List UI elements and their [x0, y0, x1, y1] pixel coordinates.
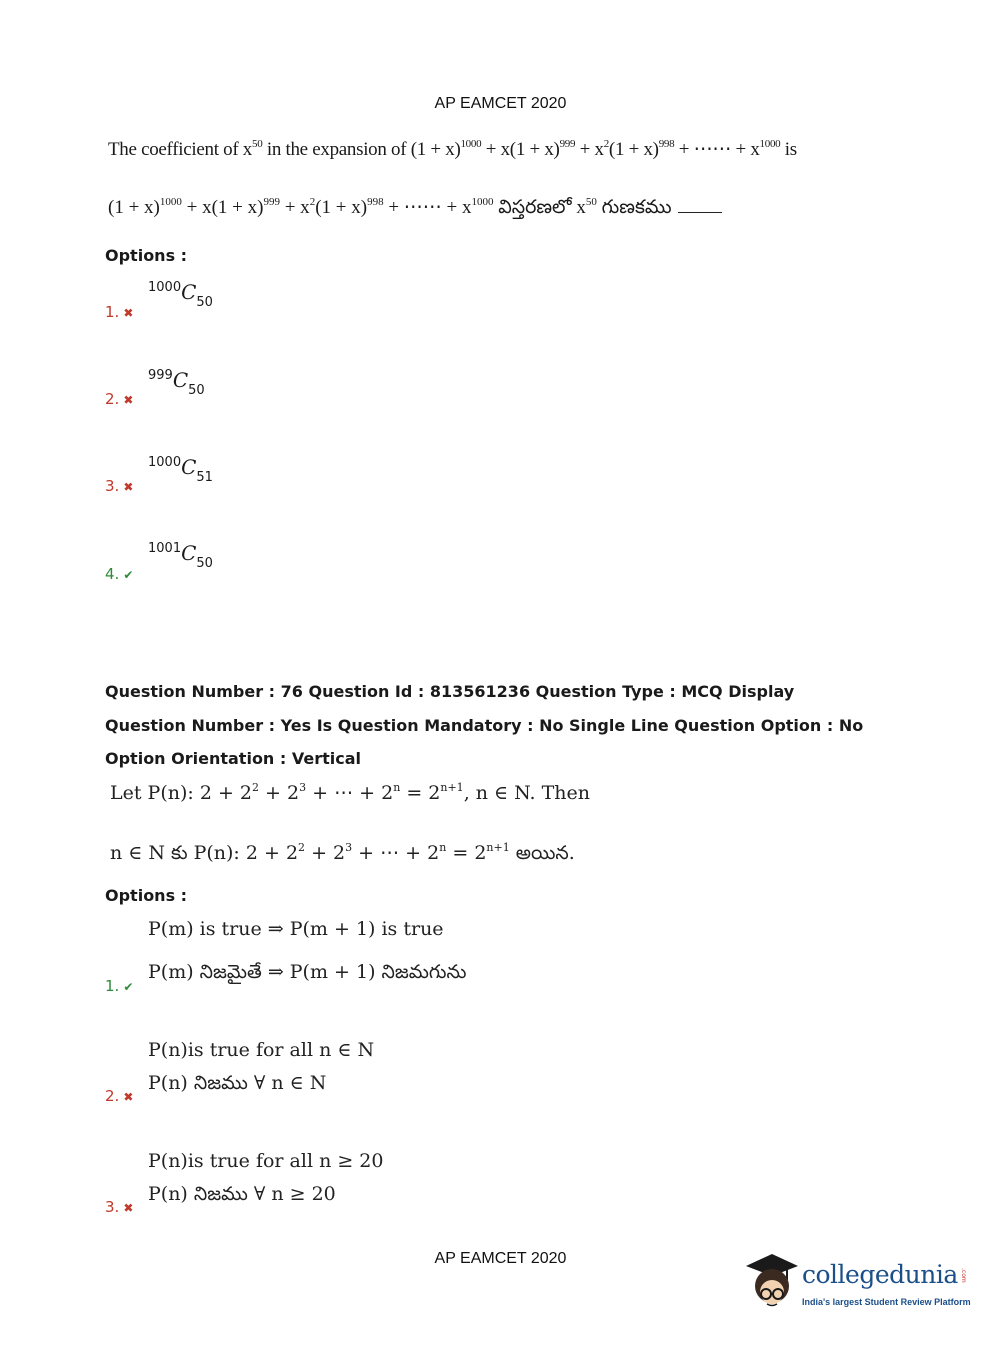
q1-option-4-expr: 1001C50: [148, 541, 213, 571]
q1-option-1-expr: 1000C50: [148, 280, 213, 310]
question-2-telugu: n ∈ N కు P(n): $2 + 2^2 + 2^3$ + ⋯ + $2^n = 2^{n+1}$ అయిన.: [110, 841, 575, 864]
q1-option-2[interactable]: 2. ✖: [105, 390, 134, 408]
wrong-mark-icon: ✖: [123, 480, 134, 494]
q2-option-2-english: P(n)is true for all n ∈ N: [148, 1039, 375, 1061]
q1-option-2-expr: 999C50: [148, 368, 205, 398]
question-2-english: Let P(n): $2 + 2^2 + 2^3$ + ⋯ + $2^n = 2^{n+1}$, n ∈ N. Then: [110, 781, 591, 804]
brand-tagline: India's largest Student Review Platform: [802, 1297, 971, 1307]
q2-option-1[interactable]: 1. ✔: [105, 977, 134, 995]
correct-mark-icon: ✔: [123, 980, 134, 994]
graduate-mascot-icon: [742, 1248, 802, 1318]
wrong-mark-icon: ✖: [123, 306, 134, 320]
q2-option-3-telugu: P(n) నిజము ∀ n ≥ 20: [148, 1183, 336, 1205]
question-2-meta: Question Number : 76 Question Id : 813561236 Question Type : MCQ Display Question Number : Yes Is Question Mandatory : No Single Line Question Option : No Option Orientation : Vertical: [105, 682, 864, 768]
answer-blank: [678, 199, 722, 213]
wrong-mark-icon: ✖: [123, 393, 134, 407]
question-1-telugu: $(1 + x)^{1000} + x(1 + x)^{999} + x^2(1 + x)^{998}$ + ⋯⋯ + $x^{1000}$ విస్తరణలో $x^{50}$ గుణకము: [108, 196, 722, 223]
options-label: Options :: [105, 246, 188, 265]
q1-option-3-expr: 1000C51: [148, 455, 213, 485]
wrong-mark-icon: ✖: [123, 1201, 134, 1215]
q1-option-4[interactable]: 4. ✔: [105, 565, 134, 583]
q2-option-2[interactable]: 2. ✖: [105, 1087, 134, 1105]
wrong-mark-icon: ✖: [123, 1090, 134, 1104]
q2-option-3[interactable]: 3. ✖: [105, 1198, 134, 1216]
q2-option-1-english: P(m) is true ⇒ P(m + 1) is true: [148, 918, 444, 940]
page-header: AP EAMCET 2020: [434, 95, 567, 112]
collegedunia-logo[interactable]: [742, 1248, 972, 1318]
q2-option-2-telugu: P(n) నిజము ∀ n ∈ N: [148, 1072, 327, 1094]
q2-option-1-telugu: P(m) నిజమైతే ⇒ P(m + 1) నిజమగును: [148, 961, 467, 983]
q2-option-3-english: P(n)is true for all n ≥ 20: [148, 1150, 384, 1172]
question-1-english: The coefficient of $x^{50}$ in the expansion of $(1 + x)^{1000} + x(1 + x)^{999} + x^2(1 + x)^{998}$ + ⋯⋯ + $x^{1000}$ is: [108, 138, 797, 160]
options-label-2: Options :: [105, 886, 188, 905]
q1-option-3[interactable]: 3. ✖: [105, 477, 134, 495]
page-footer: AP EAMCET 2020: [434, 1250, 567, 1267]
brand-com: .com: [960, 1268, 967, 1283]
q1-option-1[interactable]: 1. ✖: [105, 303, 134, 321]
correct-mark-icon: ✔: [123, 568, 134, 582]
brand-name: collegedunia: [802, 1260, 958, 1289]
